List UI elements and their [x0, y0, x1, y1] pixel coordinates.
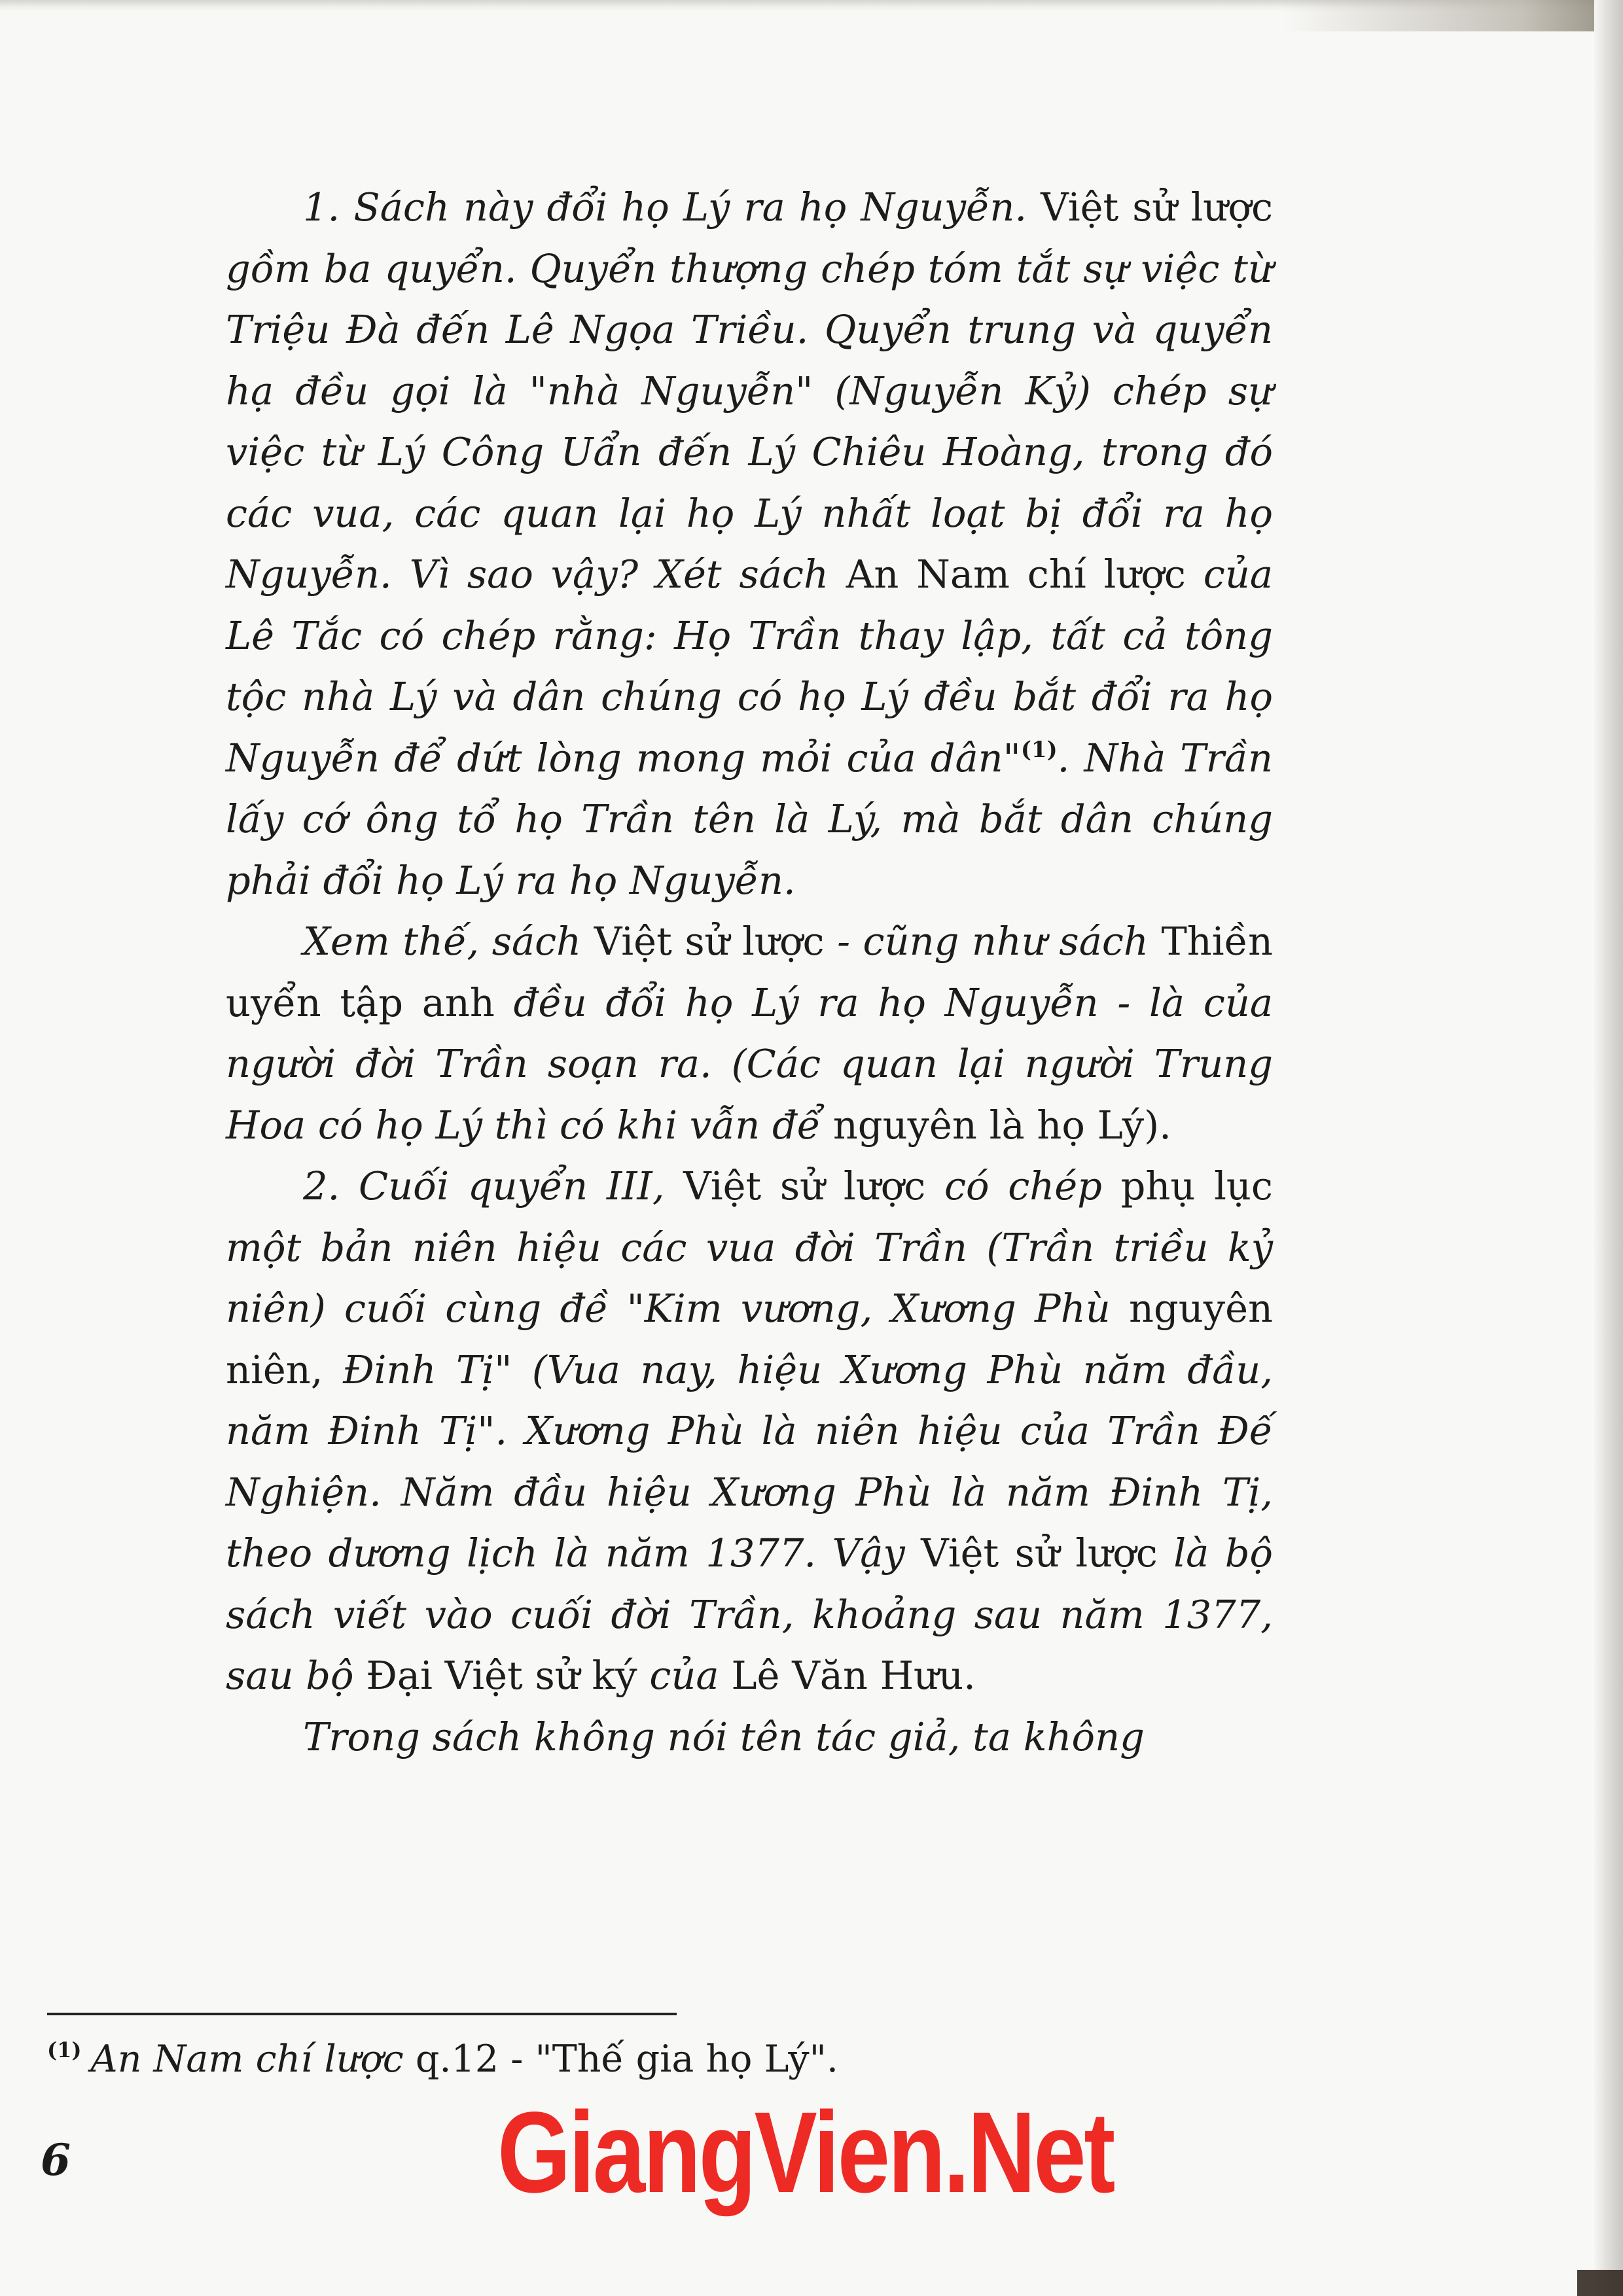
text-run: 1. Sách này đổi họ Lý ra họ Nguyễn. — [303, 185, 1041, 230]
text-run: Xem thế, sách — [303, 919, 594, 964]
text-run: một bản niên hiệu các vua đời Trần (Trần triều kỷ niên) cuối cùng đề "Kim vương, Xương Phù — [226, 1224, 1273, 1331]
page-number: 6 — [41, 2134, 71, 2185]
footnote-divider — [47, 2013, 677, 2015]
text-run: đều đổi họ Lý ra họ Nguyễn - là của người đời Trần soạn ra. (Các quan lại người Trung Hoa có họ Lý thì có khi vẫn để — [226, 980, 1274, 1148]
footnote-rest: q.12 - "Thế gia họ Lý". — [403, 2038, 838, 2081]
text-run: gồm ba quyển. Quyển thượng chép tóm tắt sự việc từ Triệu Đà đến Lê Ngọa Triều. Quyển trung và quyển hạ đều gọi là "nhà Nguyễn" (Nguyễn Kỷ) chép sự việc từ Lý Công Uẩn đến Lý Chiêu Hoàng, trong đó các vua, các quan lại họ Lý nhất loạt bị đổi ra họ Nguyễn. Vì sao vậy? Xét sách — [226, 245, 1273, 597]
paragraph — [226, 177, 1273, 911]
text-run: Thiền uyển tập anh — [226, 919, 1273, 1025]
watermark-logo: GiangVien.Net — [497, 2089, 1114, 2217]
page-right-edge — [1594, 0, 1623, 2296]
text-run: Việt sử lược — [683, 1163, 944, 1209]
binding-shadow-top — [1283, 0, 1623, 31]
text-run: Trong sách không nói tên tác giả, ta không — [303, 1714, 1145, 1759]
paragraph — [226, 1156, 1273, 1706]
footnote-mark: (1) — [47, 2038, 82, 2062]
footnote-reference: (1) — [1020, 736, 1058, 763]
paragraph — [226, 911, 1273, 1156]
text-run: của — [649, 1653, 732, 1698]
footnote-source-title: An Nam chí lược — [90, 2038, 404, 2081]
body-text — [226, 177, 1273, 1767]
text-run: Đại Việt sử ký — [366, 1653, 650, 1698]
footnote — [47, 2036, 1291, 2082]
text-run: phụ lục — [1120, 1163, 1273, 1209]
paragraph — [226, 1706, 1273, 1768]
text-run: An Nam chí lược — [846, 552, 1204, 597]
corner-mark — [1577, 2270, 1623, 2296]
text-run: Lê Văn Hưu. — [731, 1653, 976, 1698]
text-run: - cũng như sách — [837, 919, 1162, 964]
text-run: có chép — [944, 1163, 1121, 1209]
text-run: 2. Cuối quyển III, — [303, 1163, 684, 1209]
text-run: Việt sử lược — [1041, 185, 1273, 230]
text-run: Việt sử lược — [921, 1530, 1174, 1576]
text-run: . Nhà Trần lấy cớ ông tổ họ Trần tên là Lý, mà bắt dân chúng phải đổi họ Lý ra họ Nguyễn. — [226, 735, 1273, 903]
text-run: Việt sử lược — [594, 919, 838, 964]
text-run: nguyên niên, — [226, 1286, 1273, 1392]
text-run: Đinh Tị" (Vua nay, hiệu Xương Phù năm đầu, năm Đinh Tị". Xương Phù là niên hiệu của Trần Đế Nghiện. Năm đầu hiệu Xương Phù là năm Đinh Tị, theo dương lịch là năm 1377. Vậy — [226, 1347, 1273, 1576]
text-run: nguyên là họ Lý). — [832, 1102, 1171, 1148]
text-run: của Lê Tắc có chép rằng: Họ Trần thay lập, tất cả tông tộc nhà Lý và dân chúng có họ Lý đều bắt đổi ra họ Nguyễn để dứt lòng mong mỏi của dân" — [226, 552, 1273, 781]
text-run: là bộ sách viết vào cuối đời Trần, khoảng sau năm 1377, sau bộ — [226, 1530, 1273, 1698]
